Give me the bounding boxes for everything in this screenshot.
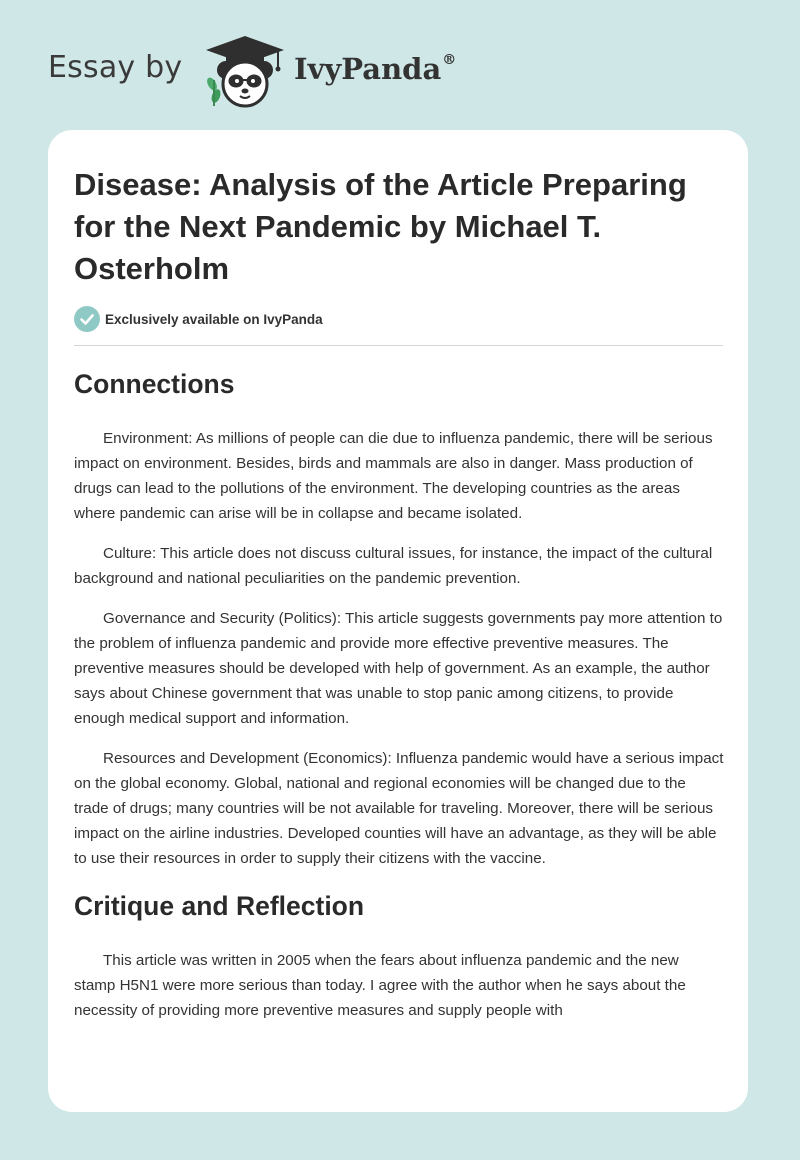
site-header: [0, 0, 800, 130]
essay-card: [48, 130, 748, 1112]
paragraph-critique: This article was written in 2005 when the fears about influenza pandemic and the new stamp H5N1 were more serious than today. I agree with the author when he says about the necessity of providing more preventive measures and supply people with: [74, 952, 686, 1019]
essay-body: [74, 364, 724, 1038]
section-heading: Connections: [74, 369, 235, 399]
essay-title: Disease: Analysis of the Article Preparing for the Next Pandemic by Michael T. Osterholm: [74, 167, 687, 286]
paragraph-environment: Environment: As millions of people can die due to influenza pandemic, there will be serious impact on environment. Besides, birds and mammals are also in danger. Mass production of drugs can lead to the pollutions of the environment. The developing countries as the areas where pandemic can arise will be in collapse and became isolated.: [74, 430, 713, 522]
paragraph-resources: Resources and Development (Economics): Influenza pandemic would have a serious impact on the global economy. Global, national and regional economies will be changed due to the trade of drugs; many countries will be not available for traveling. Moreover, there will be serious impact on the airline industries. Developed counties will have an advantage, as they will be able to use their resources in order to supply their citizens with the vaccine.: [74, 750, 724, 867]
essay-by-label: Essay by: [48, 50, 183, 85]
section-critique-reflection: [74, 886, 724, 1023]
panda-graduate-icon[interactable]: [200, 34, 290, 110]
paragraph-governance: Governance and Security (Politics): This article suggests governments pay more attention to the problem of influenza pandemic and provide more effective preventive measures. The preventive measures should be developed with help of government. As an example, the author says about Chinese government that was unable to stop panic among citizens, to provide enough medical support and information.: [74, 610, 723, 727]
check-circle-icon: [74, 306, 100, 332]
section-connections: [74, 364, 724, 871]
brand-name[interactable]: IvyPanda®: [294, 52, 457, 86]
exclusive-badge: [74, 306, 323, 332]
title-divider: [74, 345, 723, 346]
section-heading: Critique and Reflection: [74, 891, 365, 921]
paragraph-culture: Culture: This article does not discuss cultural issues, for instance, the impact of the cultural background and national peculiarities on the pandemic prevention.: [74, 545, 713, 587]
exclusive-badge-text: Exclusively available on IvyPanda: [105, 311, 323, 327]
